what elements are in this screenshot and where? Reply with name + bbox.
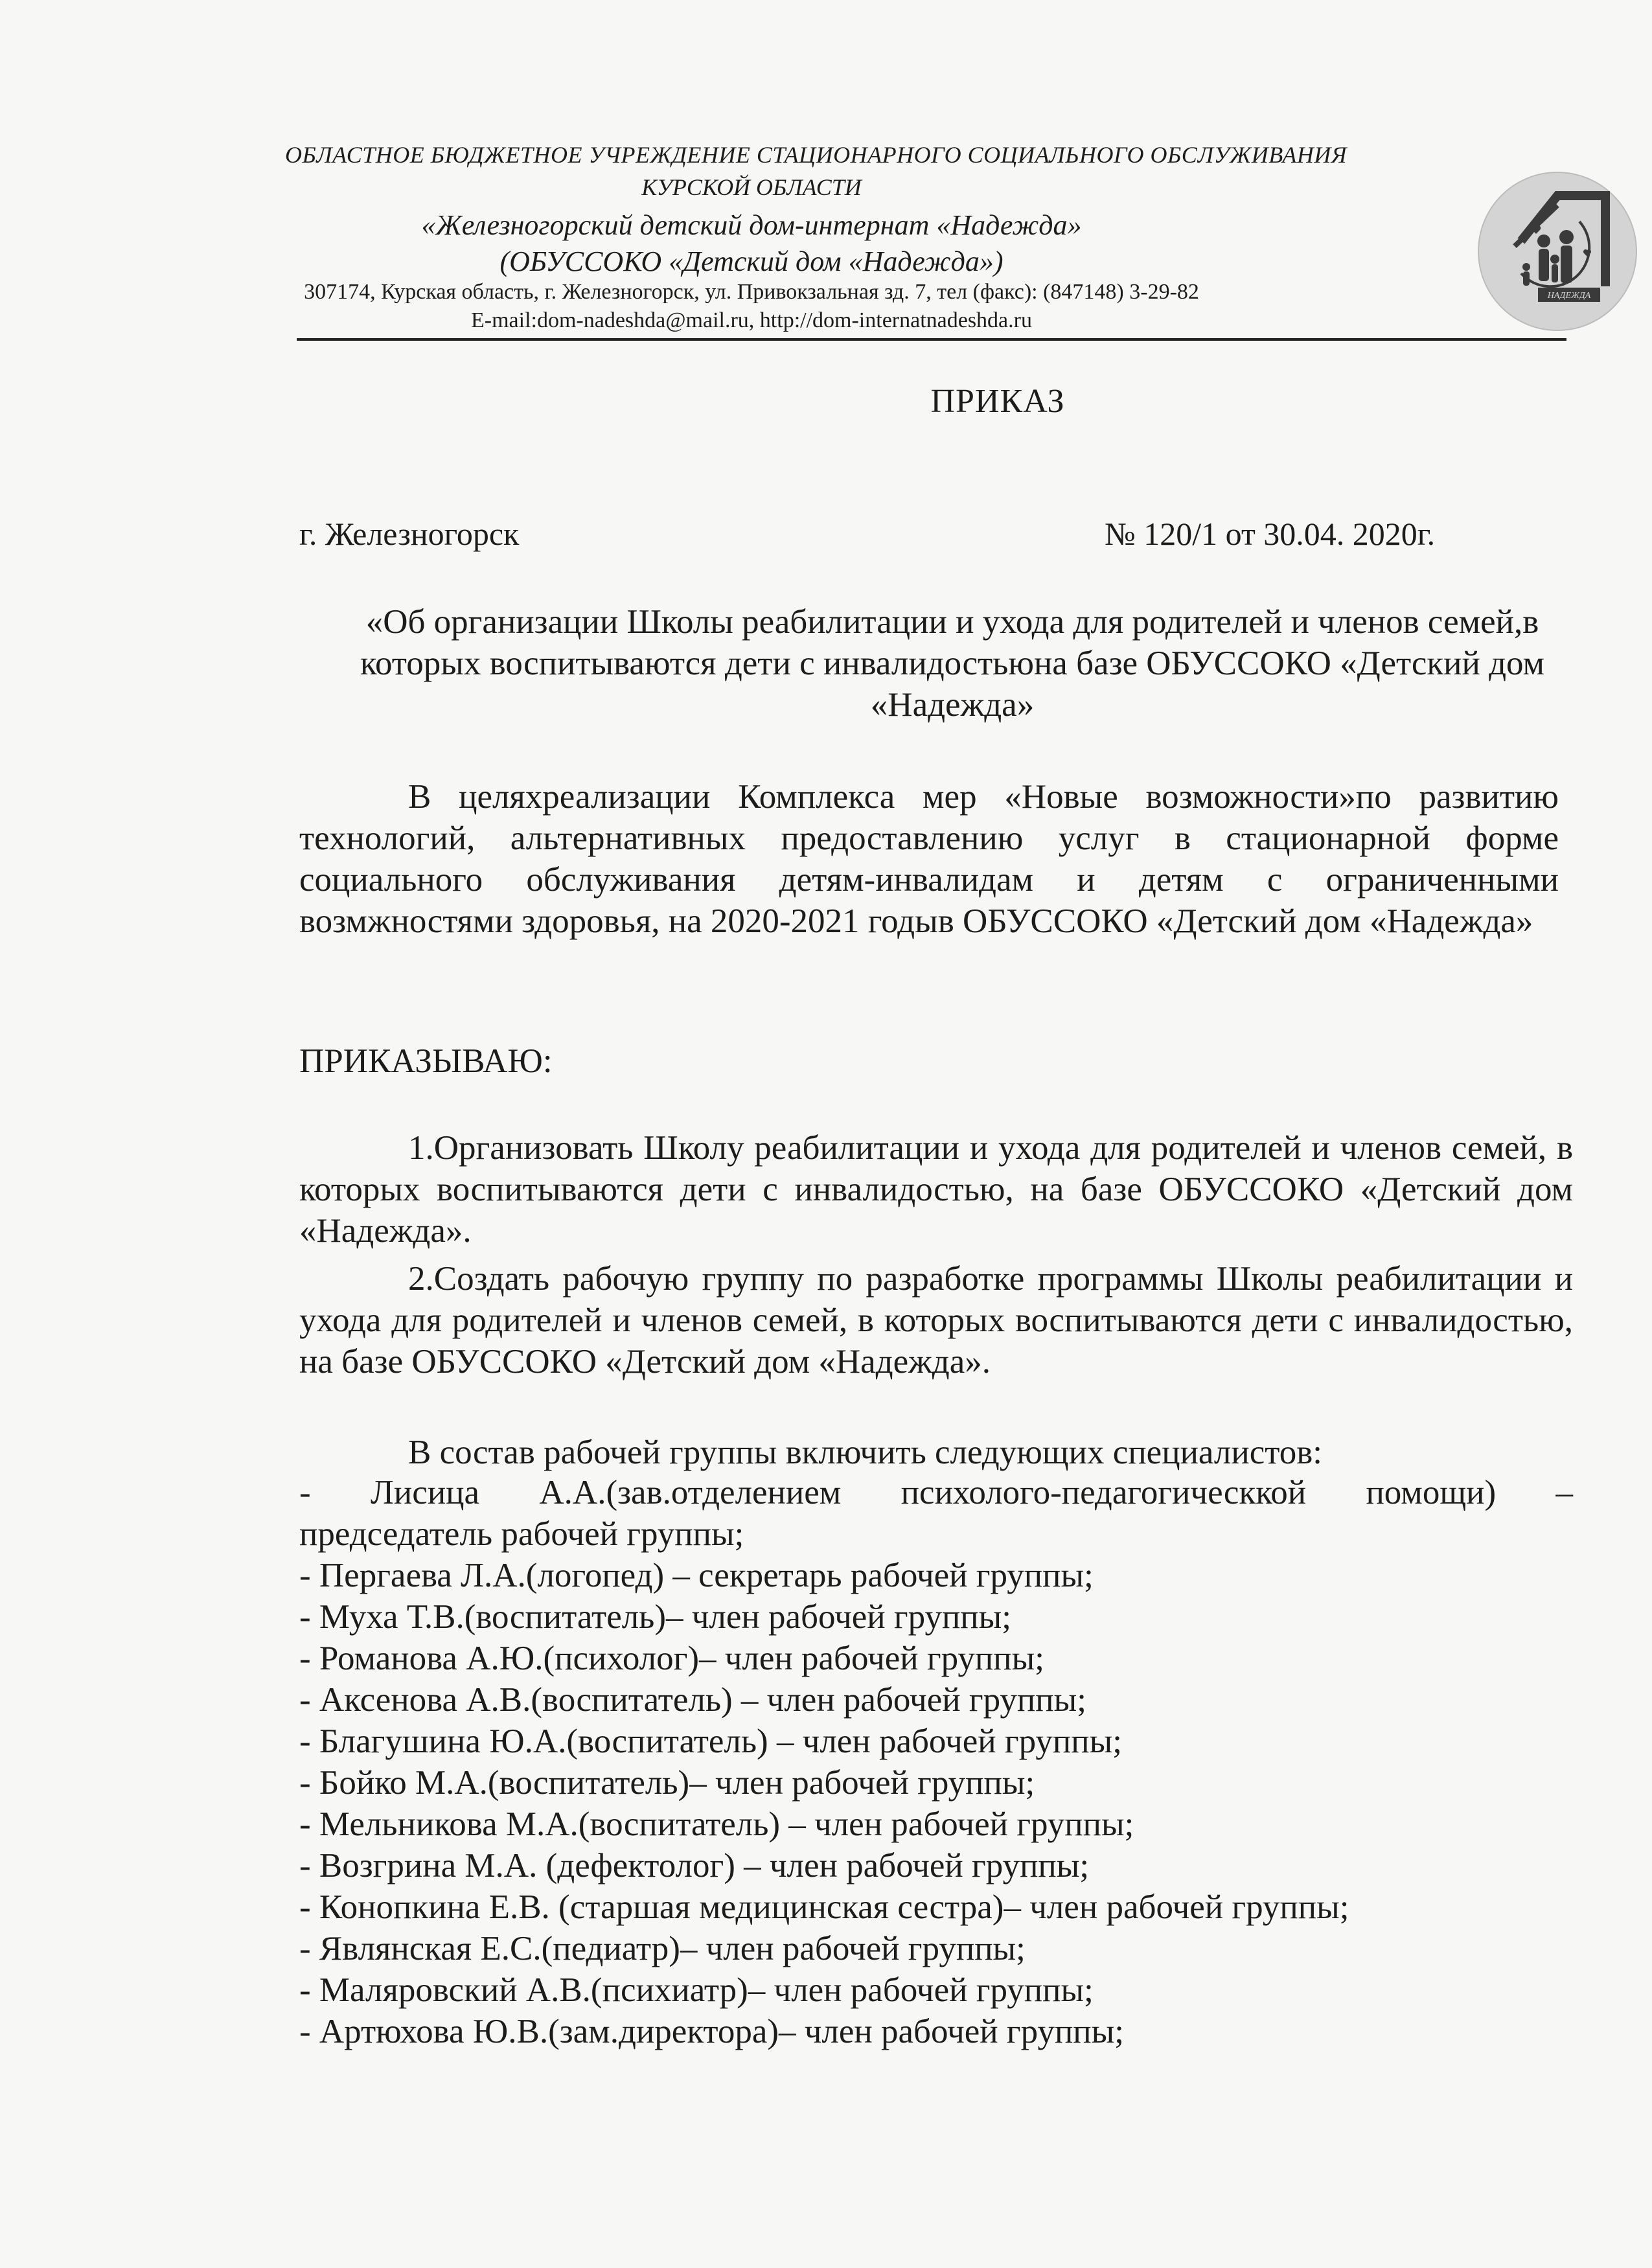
document-subject: «Об организации Школы реабилитации и ухода для родителей и членов семей,в которых воспитываются дети с инвалидостьюна базе ОБУССОКО «Детский дом «Надежда» [360,603,1545,724]
member-list-item: - Бойко М.А.(воспитатель)– член рабочей группы; [299,1764,1035,1802]
letterhead-contacts: E-mail:dom-nadeshda@mail.ru, http://dom-internatnadeshda.ru [471,308,1032,332]
order-keyword: ПРИКАЗЫВАЮ: [299,1042,553,1080]
member-list-item: - Мельникова М.А.(воспитатель) – член рабочей группы; [299,1805,1134,1843]
member-list-item: - Маляровский А.В.(психиатр)– член рабочей группы; [299,1971,1094,2009]
member-chair-line: - Лисица А.А.(зав.отделением психолого-педагогическкой помощи) – [299,1474,1573,1511]
member-list-item: - Пергаева Л.А.(логопед) – секретарь рабочей группы; [299,1557,1094,1594]
letterhead-short-name: (ОБУССОКО «Детский дом «Надежда») [499,246,1004,277]
letterhead-institution: «Железногорский детский дом-интернат «Надежда» [421,209,1082,241]
document-preamble: В целяхреализации Комплекса мер «Новые возможности»по развитию технологий, альтернативных предоставлению услуг в стационарной форме социального обслуживания детям-инвалидам и детям с ограниченными возмжностями здоровья, на 2020-2021 годыв ОБУССОКО «Детский дом «Надежда» [299,778,1559,940]
member-list-item: - Конопкина Е.В. (старшая медицинская сестра)– член рабочей группы; [299,1888,1349,1926]
logo-caption: НАДЕЖДА [1547,291,1591,301]
member-list-item: - Возгрина М.А. (дефектолог) – член рабочей группы; [299,1847,1090,1884]
letterhead-region: КУРСКОЙ ОБЛАСТИ [641,174,862,200]
document-title: ПРИКАЗ [930,383,1065,420]
member-list-item: - Благушина Ю.А.(воспитатель) – член рабочей группы; [299,1723,1122,1760]
member-list-item: - Аксенова А.В.(воспитатель) – член рабочей группы; [299,1681,1086,1719]
order-item-1: 1.Организовать Школу реабилитации и ухода для родителей и членов семей, в которых воспитываются дети с инвалидостью, на базе ОБУССОКО «Детский дом «Надежда». [299,1129,1573,1250]
member-list-item: - Являнская Е.С.(педиатр)– член рабочей группы; [299,1930,1026,1967]
member-list-item: - Артюхова Ю.В.(зам.директора)– член рабочей группы; [299,2013,1125,2050]
nadezhda-logo-icon [1476,170,1639,333]
letterhead-divider [297,338,1566,341]
member-list-item: - Муха Т.В.(воспитатель)– член рабочей группы; [299,1598,1011,1636]
member-list-item: - Романова А.Ю.(психолог)– член рабочей группы; [299,1640,1044,1677]
working-group-intro: В состав рабочей группы включить следующих специалистов: [408,1434,1322,1471]
order-item-2: 2.Создать рабочую группу по разработке программы Школы реабилитации и ухода для родителей и членов семей, в которых воспитываются дети с инвалидостью, на базе ОБУССОКО «Детский дом «Надежда». [299,1260,1573,1380]
document-city: г. Железногорск [299,516,520,552]
letterhead-org-name: ОБЛАСТНОЕ БЮДЖЕТНОЕ УЧРЕЖДЕНИЕ СТАЦИОНАРНОГО СОЦИАЛЬНОГО ОБСЛУЖИВАНИЯ [285,142,1348,168]
letterhead-address: 307174, Курская область, г. Железногорск, ул. Привокзальная зд. 7, тел (факс): (847148) 3-29-82 [304,280,1199,304]
document-order-number: № 120/1 от 30.04. 2020г. [1105,516,1436,552]
member-chair-role: председатель рабочей группы; [299,1515,744,1553]
